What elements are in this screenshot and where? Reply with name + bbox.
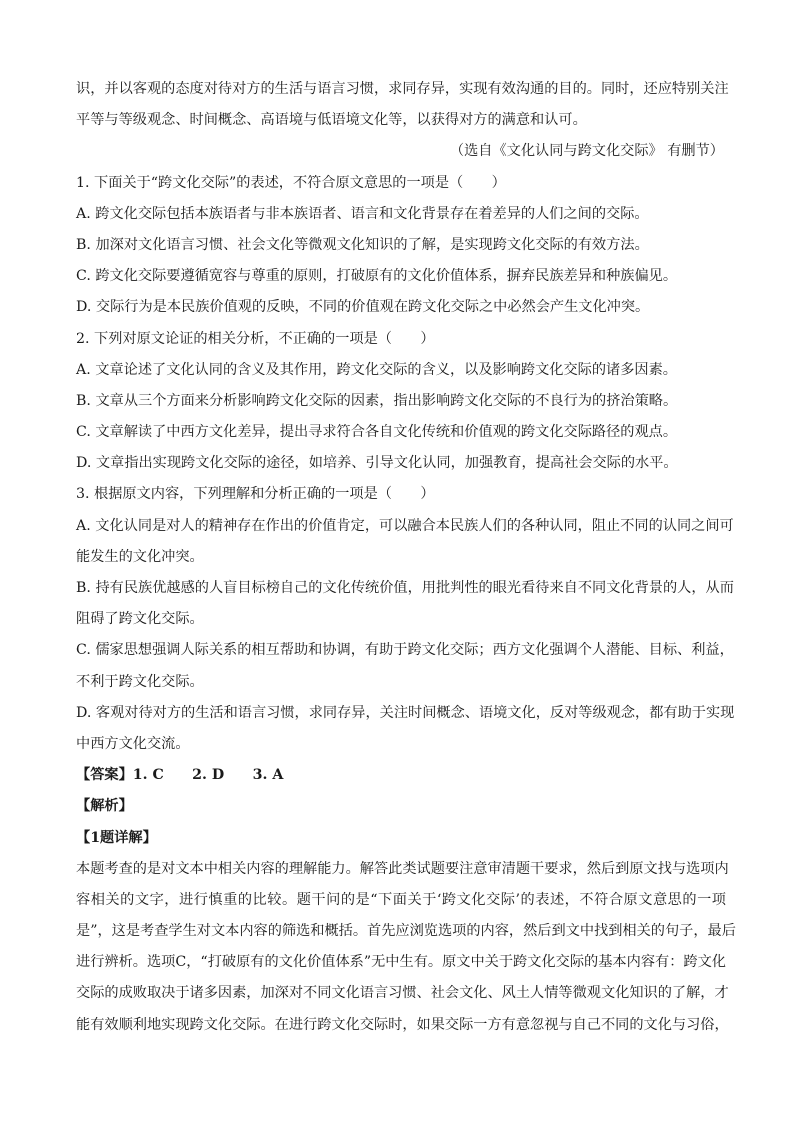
question-2-option-d: D. 文章指出实现跨文化交际的途径，如培养、引导文化认同，加强教育，提高社会交际的水平。 (76, 455, 678, 472)
question-3-stem: 3. 根据原文内容，下列理解和分析正确的一项是（ ） (76, 486, 435, 503)
question-3-option-d: D. 客观对待对方的生活和语言习惯，求同存异，关注时间概念、语境文化，反对等级观念，都有助于实现 (76, 704, 735, 721)
detail-line: 是”，这是考查学生对文本内容的筛选和概括。首先应浏览选项的内容，然后到文中找到相关的句子，最后 (76, 923, 736, 940)
question-3-option-a: A. 文化认同是对人的精神存在作出的价值肯定，可以融合本民族人们的各种认同，阻止不同的认同之间可 (76, 517, 734, 534)
detail-line: 能有效顺利地实现跨文化交际。在进行跨文化交际时，如果交际一方有意忽视与自己不同的文化与习俗， (76, 1016, 729, 1033)
passage-line: 识，并以客观的态度对待对方的生活与语言习惯，求同存异，实现有效沟通的目的。同时，还应特别关注 (76, 81, 729, 97)
detail-line: 容相关的文字，进行慎重的比较。题干问的是“下面关于‘跨文化交际’的表述，不符合原文意思的一项 (76, 891, 726, 908)
question-1-option-c: C. 跨文化交际要遵循宽容与尊重的原则，打破原有的文化价值体系，摒弃民族差异和种族偏见。 (76, 268, 678, 285)
question-3-option-b-cont: 阻碍了跨文化交际。 (76, 611, 204, 628)
question-1-stem: 1. 下面关于“跨文化交际”的表述，不符合原文意思的一项是（ ） (76, 174, 506, 191)
question-3-option-b: B. 持有民族优越感的人盲目标榜自己的文化传统价值，用批判性的眼光看待来自不同文化背景的人，从而 (76, 580, 734, 596)
question-1-option-a: A. 跨文化交际包括本族语者与非本族语者、语言和文化背景存在着差异的人们之间的交际。 (76, 205, 649, 222)
detail-line: 进行辨析。选项C，“打破原有的文化价值体系”无中生有。原文中关于跨文化交际的基本内容有：跨文化 (76, 954, 726, 971)
detail-heading: 【1题详解】 (76, 829, 157, 846)
analysis-heading: 【解析】 (76, 798, 133, 815)
question-2-option-a: A. 文章论述了文化认同的含义及其作用，跨文化交际的含义，以及影响跨文化交际的诸多因素。 (76, 361, 677, 378)
question-1-option-b: B. 加深对文化语言习惯、社会文化等微观文化知识的了解，是实现跨文化交际的有效方法。 (76, 236, 649, 253)
question-2-stem: 2. 下列对原文论证的相关分析，不正确的一项是（ ） (76, 330, 435, 347)
document-page (76, 74, 736, 1041)
answer-key: 【答案】1. C 2. D 3. A (76, 767, 284, 784)
question-3-option-a-cont: 能发生的文化冲突。 (76, 548, 204, 565)
detail-line: 交际的成败取决于诸多因素，加深对不同文化语言习惯、社会文化、风土人情等微观文化知识的了解，才 (76, 985, 729, 1002)
question-3-option-c: C. 儒家思想强调人际关系的相互帮助和协调，有助于跨文化交际；西方文化强调个人潜能、目标、利益， (76, 642, 734, 659)
question-3-option-d-cont: 中西方文化交流。 (76, 735, 190, 752)
question-3-option-c-cont: 不利于跨文化交际。 (76, 673, 204, 690)
question-2-option-c: C. 文章解读了中西方文化差异，提出寻求符合各自文化传统和价值观的跨文化交际路径的观点。 (76, 424, 678, 441)
passage-line: 平等与等级观念、时间概念、高语境与低语境文化等，以获得对方的满意和认可。 (76, 112, 587, 129)
source-citation: （选自《文化认同与跨文化交际》 有删节） (449, 143, 724, 160)
detail-line: 本题考查的是对文本中相关内容的理解能力。解答此类试题要注意审清题干要求，然后到原文找与选项内 (76, 860, 729, 877)
question-2-option-b: B. 文章从三个方面来分析影响跨文化交际的因素，指出影响跨文化交际的不良行为的挤治策略。 (76, 392, 678, 409)
question-1-option-d: D. 交际行为是本民族价值观的反映，不同的价值观在跨文化交际之中必然会产生文化冲突。 (76, 299, 650, 316)
